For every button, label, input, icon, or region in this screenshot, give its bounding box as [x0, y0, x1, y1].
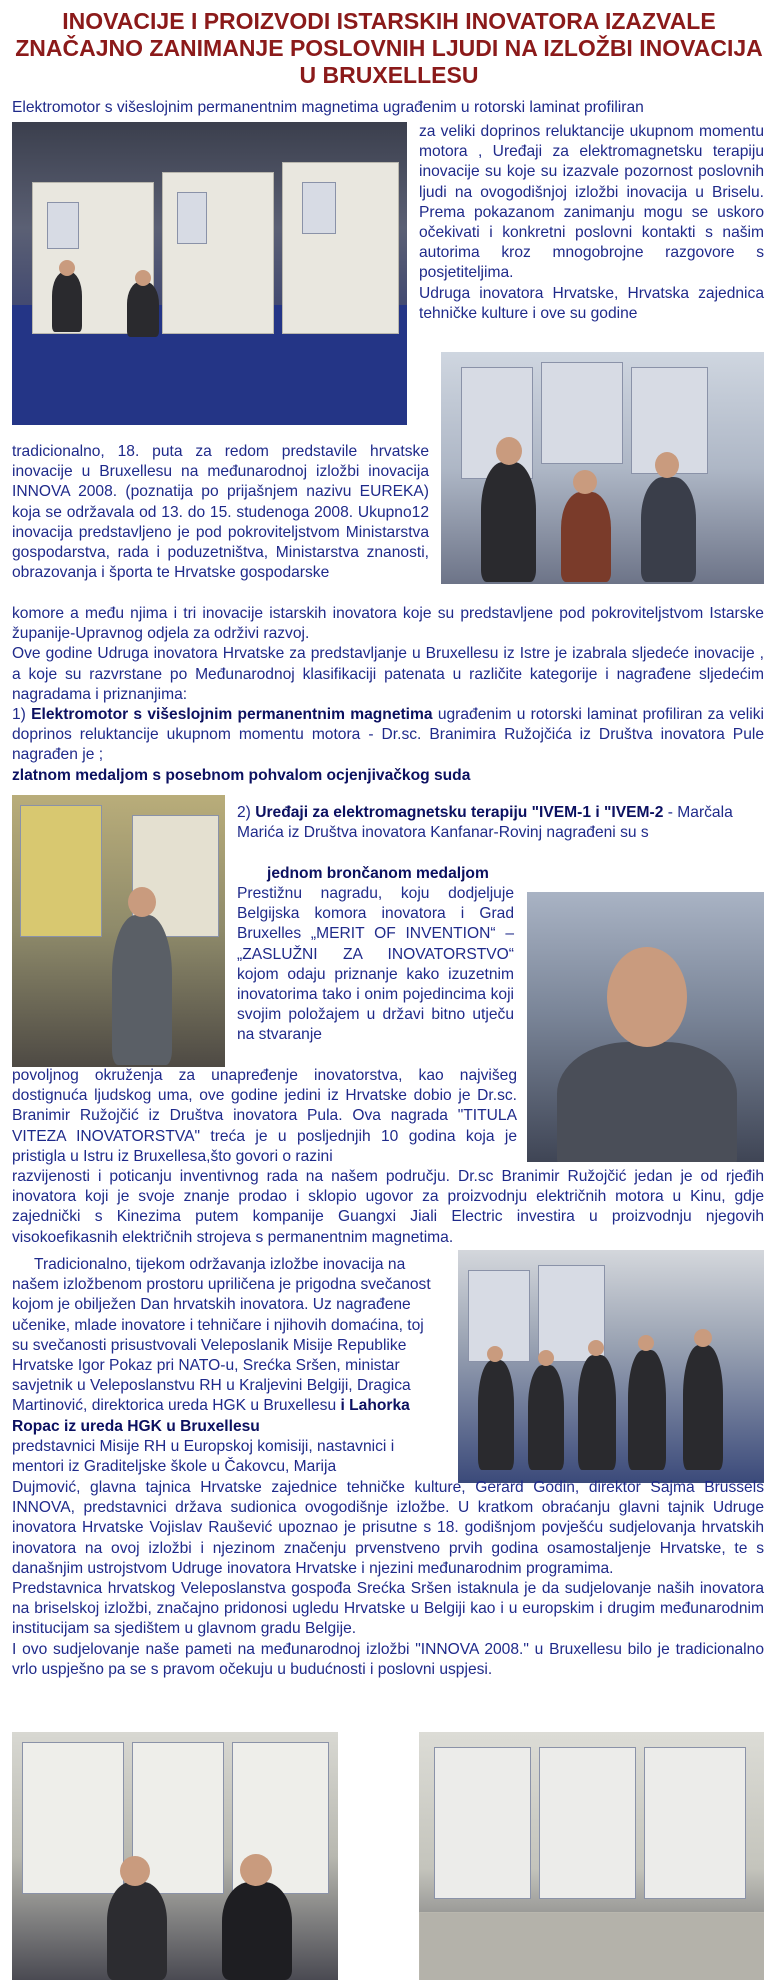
award-item-2-medal-box — [267, 864, 547, 884]
award-item-1-number: 1) — [12, 706, 32, 724]
intro-text: za veliki doprinos reluktancije ukupnom momentu motora , Uređaji za elektromagnetsku terapiju inovacije su koje su izazvale pozornost poslovnih ljudi na ovogodišnjoj izložbi inovacija u Briselu. Prema pokazanom zanimanju mogu se uskoro očekivati i konkretni poslovni kontakti s našim autorima kroz mnogobrojne razgovore s posjetiteljima. — [419, 123, 764, 282]
award-item-2-medal: jednom brončanom medaljom — [267, 865, 489, 882]
photo-portrait-ruzojcic — [527, 892, 764, 1162]
tradition-text: tradicionalno, 18. puta za redom predstavile hrvatske inovacije u Bruxellesu na međunarodnoj izložbi inovacija INNOVA 2008. (poznatija po prijašnjem nazivu EUREKA) koja se održavala od 13. do 15. studenoga 2008. Ukupno12 inovacija predstavljeno je pod pokroviteljstvom Ministarstva gospodarstva, rada i poduzetništva, Ministarstva znanosti, obrazovanja i športa te Hrvatske gospodarske — [12, 443, 429, 582]
embassy-text: Predstavnica hrvatskog Veleposlanstva gospođa Srećka Sršen istaknula je da sudjelovanje naših inovatora na briselskoj izložbi, značajno pridonosi ugledu Hrvatske u Belgiji kao i u europskim i drugim međunarodnim institucijam sa sjedištem u glavnom gradu Belgije. — [12, 1580, 764, 1638]
closing-text: I ovo sudjelovanje naše pameti na međunarodnoj izložbi "INNOVA 2008." u Bruxellesu bilo je tradicionalno vrlo uspješno pa se s pravom očekuju u budućnosti i poslovni uspjesi. — [12, 1640, 764, 1678]
lead-line — [12, 98, 764, 118]
award-item-1-title: Elektromotor s višeslojnim permanentnim magnetima — [31, 706, 433, 724]
photo-reception-group — [458, 1250, 764, 1483]
intro-column — [419, 122, 764, 324]
article-title: INOVACIJE I PROIZVODI ISTARSKIH INOVATORA IZAZVALE ZNAČAJNO ZANIMANJE POSLOVNIH LJUDI NA IZLOŽBI INOVACIJA U BRUXELLESU — [15, 8, 763, 88]
award-item-2-number: 2) — [237, 804, 256, 821]
ceremony-continued-text: Dujmović, glavna tajnica Hrvatske zajednice tehničke kulture, Gerard Godin, direktor Sajma Brussels INNOVA, predstavnici država sudionica ovogodišnje izložbe. U kratkom obraćanju glavni tajnik Udruge inovatora Hrvatske Vojislav Raušević upoznao je prisutne s 18. godišnjom povješću sudjelovanja hrvatskih inovatora na ovoj izložbi i njezinom značenju prvenstveno prvih godina osamostaljenje Hrvatske, te s današnjim ustrojstvom Udruge inovatora Hrvatske i njezini međunarodnim programima. — [12, 1479, 764, 1577]
award-item-2-title: Uređaji za elektromagnetsku terapiju "IVEM-1 i "IVEM-2 — [255, 804, 664, 821]
patronage-text: komore a među njima i tri inovacije istarskih inovatora koje su predstavljene pod pokroviteljstvom Istarske županije-Upravnog odjela za održivi razvoj. — [12, 605, 764, 643]
organizers-text: Udruga inovatora Hrvatske, Hrvatska zajednica tehničke kulture i ove su godine — [419, 284, 764, 322]
tradition-column — [12, 442, 429, 583]
ceremony-text: Tradicionalno, tijekom održavanja izložbe inovacija na našem izložbenom prostoru upriličena je prigodna svečanost kojom je obilježen Dan hrvatskih inovatora. Uz nagrađene učenike, mlade inovatore i tehničare i njihovih domaćina, toj su svečanosti prisustvovali Veleposlanik Misije Republike Hrvatske Igor Pokaz pri NATO-u, Srećka Sršen, ministar savjetnik u Veleposlanstvu RH u Kraljevini Belgiji, Dragica Martinović, direktorica ureda HGK u Bruxellesu — [12, 1256, 431, 1415]
photo-inventor-at-stand — [12, 795, 225, 1067]
prestige-award-column — [237, 884, 514, 1046]
ceremony-text-2: predstavnici Misije RH u Europskoj komisiji, nastavnici i mentori iz Graditeljske škole u Čakovcu, Marija — [12, 1437, 395, 1476]
selection-text: Ove godine Udruga inovatora Hrvatske za predstavljanje u Bruxellesu iz Istre je izabrala sljedeće inovacije , a koje su razvrstane po Međunarodnoj klasifikaciji patenata u različite kategorije i nagrađene sljedećim nagradama i priznanjima: — [12, 645, 764, 703]
lead-text: Elektromotor s višeslojnim permanentnim magnetima ugrađenim u rotorski laminat profiliran — [12, 99, 644, 116]
photo-stand-visitors-bottom-left — [12, 1732, 338, 1980]
prestige-award-text: Prestižnu nagradu, koju dodjeljuje Belgijska komora inovatora i Grad Bruxelles „MERIT OF INVENTION“ – „ZASLUŽNI ZA INOVATORSTVO“ kojom odaju priznanje kako izuzetnim inovatorima tako i onim pojedincima koji svojim položajem u državi bitno utječu na stvaranje — [237, 885, 514, 1044]
china-contract-text: razvijenosti i poticanju inventivnog rada na našem području. Dr.sc Branimir Ružojčić jedan je od rjeđih inovatora koji je svoje znanje prodao i sklopio ugovor za proizvodnju električnih motora u Kinu, gdje zajednički s Kinezima putem kompanije Guangxi Jiali Electric investira u proizvodnju njegovih visokoefikasnih električnih strojeva s permanentnim magnetima. — [12, 1168, 764, 1246]
photo-visitors-at-stand — [441, 352, 764, 584]
photo-stand-bottom-right — [419, 1732, 764, 1980]
full-width-block-1 — [12, 604, 764, 786]
ceremony-text-bold: i Lahorka Ropac iz ureda HGK u Bruxellesu — [12, 1397, 410, 1435]
award-item-2-details: - Marčala Marića iz Društva inovatora Kanfanar-Rovinj nagrađeni su s — [237, 804, 733, 842]
full-width-block-3 — [12, 1478, 764, 1680]
ceremony-column — [12, 1255, 442, 1477]
full-width-block-2 — [12, 1167, 764, 1248]
knight-title-column — [12, 1066, 517, 1167]
photo-exhibition-hall — [12, 122, 407, 425]
award-item-1-details: ugrađenim u rotorski laminat profiliran za veliki doprinos reluktancije ukupnom momentu motora - Dr.sc. Branimira Ružojčića iz Društva inovatora Pule nagrađen je ; — [12, 706, 764, 764]
award-item-1 — [12, 705, 764, 766]
award-item-2 — [237, 803, 764, 843]
award-item-1-medal: zlatnom medaljom s posebnom pohvalom ocjenjivačkog suda — [12, 766, 471, 784]
knight-title-text: povoljnog okruženja za unapređenje inovatorstva, kao najvišeg dostignuća ljudskog uma, ove godine jedini iz Hrvatske dobio je Dr.sc. Branimir Ružojčić iz Društva inovatora Pula. Ova nagrada "TITULA VITEZA INOVATORSTVA" treća je u posljednjih 10 godina koja je pristigla u Istru iz Bruxellesa,što govori o razini — [12, 1067, 517, 1165]
